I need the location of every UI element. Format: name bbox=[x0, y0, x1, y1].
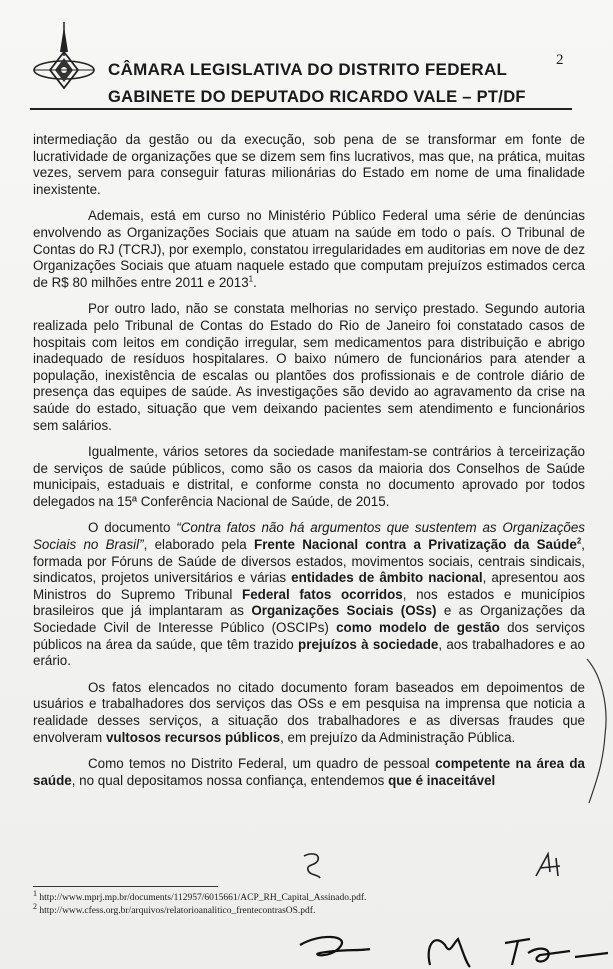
footnote-ref-1: 1 bbox=[248, 274, 254, 284]
paragraph-4-text: Igualmente, vários setores da sociedade manifestam-se contrários à terceirização de serviços de saúde públicos, como são os casos da maioria dos Conselhos de Saúde municipais, estaduais e distrital, e conforme consta no documento aprovado por todos delegados na 15ª Conferência Nacional de Saúde, de 2015. bbox=[33, 444, 585, 509]
document-body bbox=[33, 132, 585, 799]
office-subtitle: GABINETE DO DEPUTADO RICARDO VALE – PT/DF bbox=[108, 88, 526, 106]
p5-document-title: “Contra fatos não há argumentos que sustentem as Organizações Sociais no Brasil” bbox=[33, 520, 585, 553]
paragraph-2-end: . bbox=[253, 274, 257, 290]
margin-pen-mark bbox=[585, 655, 613, 805]
footnote-2 bbox=[33, 901, 533, 918]
footnote-1 bbox=[33, 888, 533, 905]
p5-bold-facts: Federal fatos ocorridos bbox=[242, 586, 403, 602]
chamber-emblem-icon bbox=[30, 22, 98, 94]
p5-bold-oss: Organizações Sociais (OSs) bbox=[251, 603, 437, 619]
paragraph-3 bbox=[33, 301, 585, 434]
footnote-ref-2: 2 bbox=[576, 536, 582, 546]
header-divider bbox=[30, 108, 572, 110]
paragraph-1 bbox=[33, 132, 585, 198]
p5-text-h: , aos trabalhadores e ao erário. bbox=[33, 636, 586, 669]
footnote-2-link[interactable]: http://www.cfess.org.br/arquivos/relatorioanalitico_frentecontrasOS.pdf. bbox=[39, 906, 316, 916]
paragraph-2 bbox=[33, 208, 585, 291]
p5-text-e: , nos estados e municípios brasileiros que já implantaram as bbox=[33, 586, 585, 619]
p5-text-a: O documento bbox=[88, 520, 177, 536]
p5-bold-model: como modelo de gestão bbox=[336, 620, 500, 636]
p5-front-name: Frente Nacional contra a Privatização da Saúde bbox=[254, 537, 577, 553]
page-number: 2 bbox=[556, 52, 564, 68]
footnote-1-link[interactable]: http://www.mprj.mp.br/documents/112957/6015661/ACP_RH_Capital_Assinado.pdf. bbox=[39, 893, 367, 903]
handwritten-signatures bbox=[290, 925, 613, 969]
paragraph-6 bbox=[33, 680, 585, 746]
footnote-divider bbox=[33, 886, 218, 887]
p7-text-b: , no qual depositamos nossa confiança, entendemos bbox=[71, 772, 389, 788]
p7-text-a: Como temos no Distrito Federal, um quadro de pessoal bbox=[88, 756, 436, 772]
paragraph-7 bbox=[33, 756, 585, 789]
p5-text-c: , formada por Fóruns de Saúde de diversos estados, movimentos sociais, centrais sindicais, sindicatos, projetos universitários e várias bbox=[33, 537, 585, 586]
p6-text-a: Os fatos elencados no citado documento foram baseados em depoimentos de usuários e trabalhadores dos serviços das OSs e em pesquisa na imprensa que noticia a realidade desses serviços, a situação dos trabalhadores e as diversas fraudes que envolveram bbox=[33, 679, 585, 745]
paragraph-4 bbox=[33, 444, 585, 510]
p5-text-g: dos serviços públicos na área da saúde, que têm trazido bbox=[33, 620, 585, 652]
footnote-1-number: 1 bbox=[33, 888, 37, 898]
p7-bold-competent: competente na área da saúde bbox=[33, 756, 585, 788]
handwritten-initial-right bbox=[530, 850, 566, 880]
p5-bold-entities: entidades de âmbito nacional bbox=[291, 570, 483, 586]
p7-bold-unacceptable: que é inaceitável bbox=[388, 772, 496, 788]
paragraph-3-text: Por outro lado, não se constata melhorias no serviço prestado. Segundo autoria realizada pelo Tribunal de Contas do Estado do Rio de Janeiro foi constatado casos de hospitais com leitos em condição irregular, sem medicamentos para distribuição e abrigo inadequado de resíduos hospitalares. O baixo número de funcionários para atender a população, inexistência de escalas ou plantões dos profissionais e de controle diário de presença das equipes de saúde. As investigações são devido ao agravamento da crise na saúde do estado, situação que vem deixando pacientes sem atendimento e funcionários sem salários. bbox=[33, 301, 585, 433]
chamber-title: CÂMARA LEGISLATIVA DO DISTRITO FEDERAL bbox=[108, 60, 508, 79]
footnote-2-number: 2 bbox=[33, 901, 37, 911]
paragraph-2-text: Ademais, está em curso no Ministério Público Federal uma série de denúncias envolvendo as Organizações Sociais que atuam na saúde em todo o país. O Tribunal de Contas do RJ (TCRJ), por exemplo, constatou irregularidades em auditorias em nove de dez Organizações Sociais que atuam naquele estado que computam prejuízos estimados cerca de R$ 80 milhões entre 2011 e 2013 bbox=[33, 208, 585, 290]
p6-bold-resources: vultosos recursos públicos bbox=[105, 729, 281, 745]
p5-text-f: e as Organizações da Sociedade Civil de Interesse Público (OSCIPs) bbox=[33, 603, 585, 636]
paragraph-1-text: intermediação da gestão ou da execução, sob pena de se transformar em fonte de lucratividade de organizações que se dizem sem fins lucrativos, mas que, na prática, muitas vezes, servem para conseguir faturas milionárias do Estado em nome de uma finalidade inexistente. bbox=[33, 132, 585, 197]
footnotes bbox=[33, 888, 533, 918]
handwritten-initial-left bbox=[300, 850, 326, 880]
p5-bold-losses: prejuízos à sociedade bbox=[298, 636, 439, 652]
p6-text-b: , em prejuízo da Administração Pública. bbox=[280, 729, 516, 745]
p5-text-d: , apresentou aos Ministros do Supremo Tribunal bbox=[33, 570, 585, 602]
p5-text-b: , elaborado pela bbox=[143, 537, 255, 553]
paragraph-5 bbox=[33, 520, 585, 669]
